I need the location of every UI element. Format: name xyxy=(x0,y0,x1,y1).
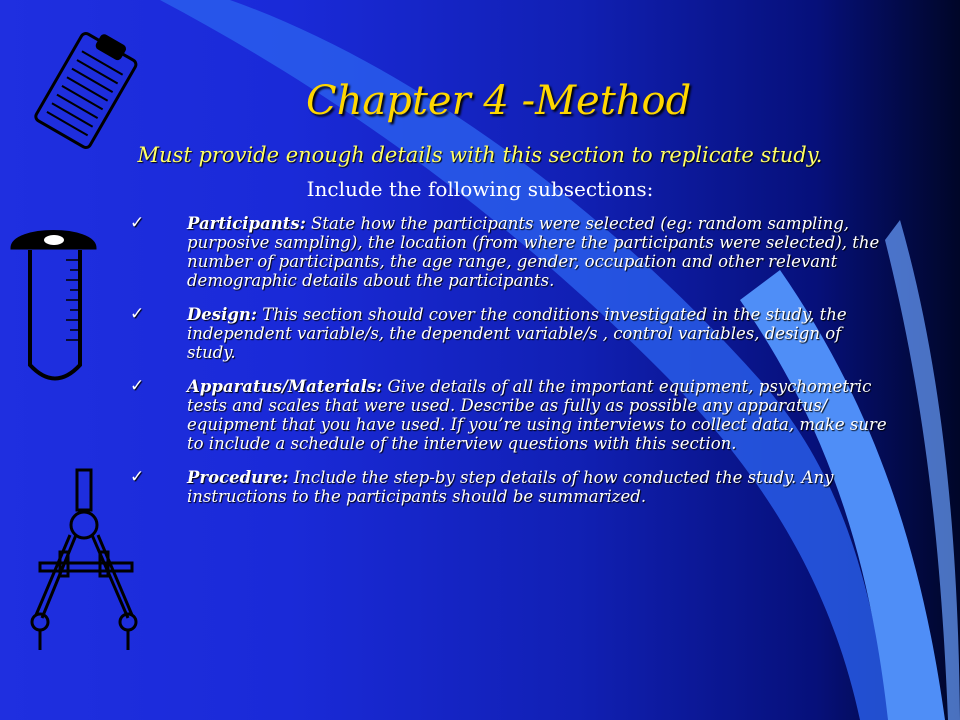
subsection-list xyxy=(130,214,890,521)
bullet-procedure xyxy=(130,468,890,506)
bullet-design xyxy=(130,305,890,362)
clipboard-icon xyxy=(34,26,141,150)
slide-subtitle: Must provide enough details with this section to replicate study. xyxy=(137,143,823,167)
bullet-participants xyxy=(130,214,890,290)
bullet-text: State how the participants were selected (eg: random sampling, purposive sampling), the location (from where the participants were selected), the number of participants, the age range, gender, occupation and other relevant demographic details about the participants. xyxy=(187,214,880,290)
bullet-term: Design: xyxy=(187,305,257,324)
check-icon: ✓ xyxy=(130,304,145,324)
test-tube-icon xyxy=(12,232,95,379)
check-icon: ✓ xyxy=(130,213,145,233)
check-icon: ✓ xyxy=(130,376,145,396)
bullet-term: Procedure: xyxy=(187,468,289,487)
bullet-text: Include the step-by step details of how conducted the study. Any instructions to the participants should be summarized. xyxy=(187,468,834,506)
check-icon: ✓ xyxy=(130,467,145,487)
compass-icon xyxy=(32,470,136,650)
bullet-term: Apparatus/Materials: xyxy=(187,377,383,396)
bullet-text: This section should cover the conditions investigated in the study, the independent variable/s, the dependent variable/s , control variables, design of study. xyxy=(187,305,847,362)
bullet-term: Participants: xyxy=(187,214,306,233)
slide-title: Chapter 4 -Method xyxy=(306,78,692,124)
bullet-text: Give details of all the important equipment, psychometric tests and scales that were used. Describe as fully as possible any apparatus/ equipment that you have used. If you’re using interviews to collect data, make sure to include a schedule of the interview questions with this section. xyxy=(187,377,887,453)
bullet-apparatus-materials xyxy=(130,377,890,453)
slide-intro: Include the following subsections: xyxy=(306,177,654,201)
